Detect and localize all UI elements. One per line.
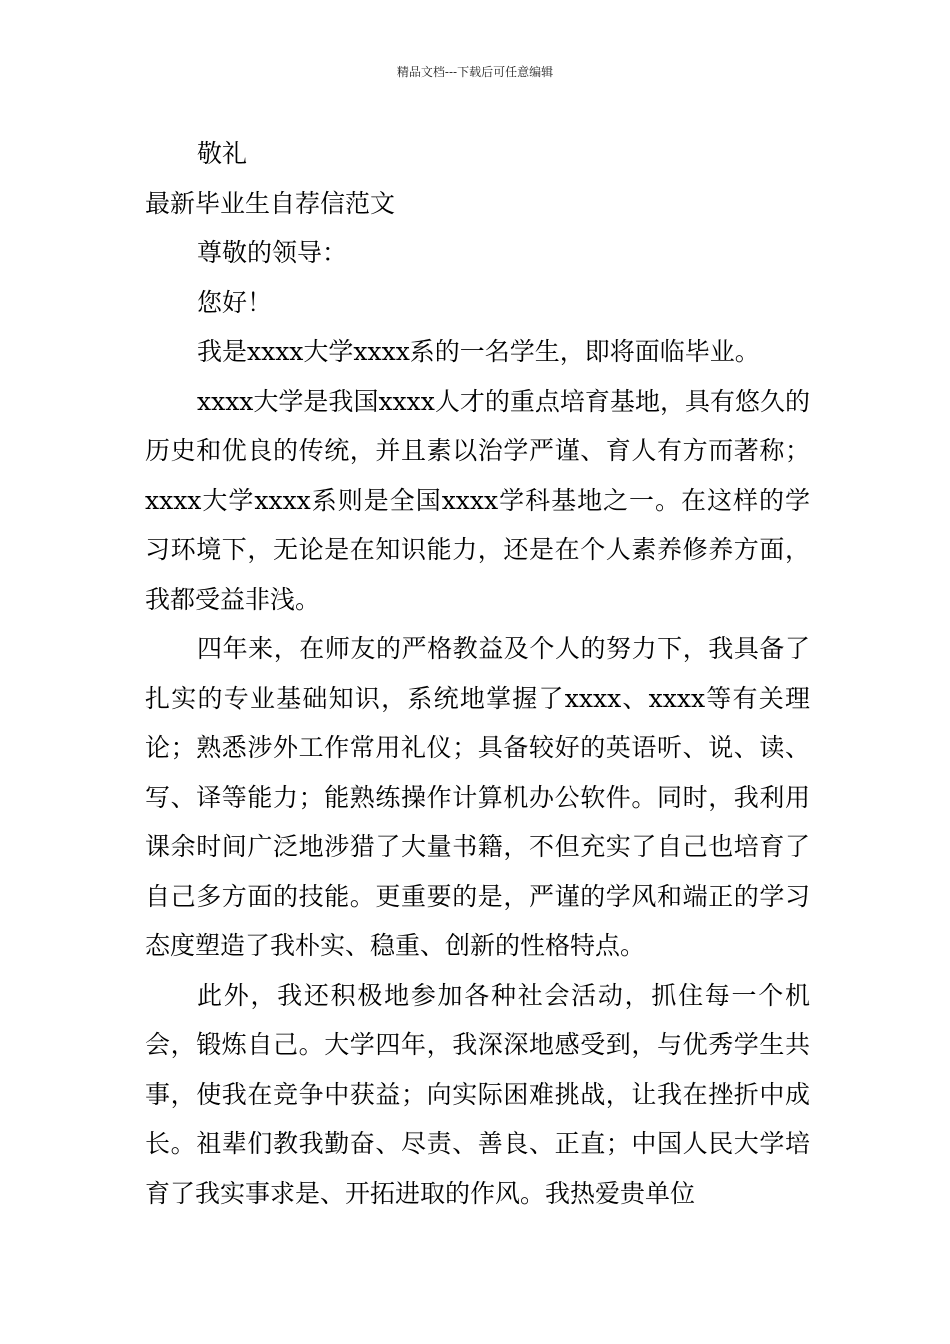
document-title: 最新毕业生自荐信范文 <box>145 188 396 218</box>
greeting: 您好！ <box>197 287 273 317</box>
salutation: 尊敬的领导： <box>197 238 348 267</box>
paragraph-skills: 四年来，在师友的严格教益及个人的努力下，我具备了扎实的专业基础知识，系统地掌握了xxxx、xxxx等有关理论；熟悉涉外工作常用礼仪；具备较好的英语听、说、读、写、译等能力；能熟练操作计算机办公软件。同时，我利用课余时间广泛地涉猎了大量书籍，不但充实了自己也培育了自己多方面的技能。更重要的是，严谨的学风和端正的学习态度塑造了我朴实、稳重、创新的性格特点。 <box>145 634 810 960</box>
document-body <box>145 129 810 1218</box>
paragraph-university: xxxx大学是我国xxxx人才的重点培育基地，具有悠久的历史和优良的传统，并且素以治学严谨、育人有方而著称；xxxx大学xxxx系则是全国xxxx学科基地之一。在这样的学习环境下，无论是在知识能力，还是在个人素养修养方面，我都受益非浅。 <box>145 386 810 614</box>
closing-line: 敬礼 <box>197 139 248 168</box>
paragraph-activities: 此外，我还积极地参加各种社会活动，抓住每一个机会，锻炼自己。大学四年，我深深地感受到，与优秀学生共事，使我在竞争中获益；向实际困难挑战，让我在挫折中成长。祖辈们教我勤奋、尽责、善良、正直；中国人民大学培育了我实事求是、开拓进取的作风。我热爱贵单位 <box>145 980 810 1208</box>
page-header: 精品文档---下载后可任意编辑 <box>396 65 554 79</box>
paragraph-intro: 我是xxxx大学xxxx系的一名学生，即将面临毕业。 <box>197 337 760 366</box>
